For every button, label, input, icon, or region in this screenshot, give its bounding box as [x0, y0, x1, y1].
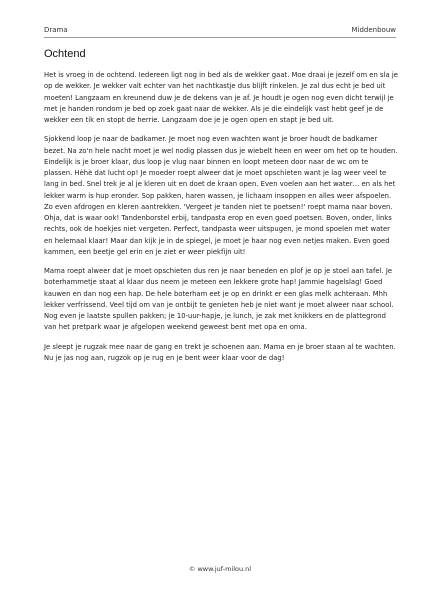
page-header — [44, 26, 396, 36]
header-level: Middenbouw — [351, 26, 396, 34]
story-text — [44, 70, 398, 372]
page-title: Ochtend — [44, 48, 86, 60]
header-subject: Drama — [44, 26, 68, 34]
paragraph: Mama roept alweer dat je moet opschieten dus ren je naar beneden en plof je op je stoel aan tafel. Je boterhammetje staat al klaar dus neem je meteen een lekkere grote hap! Jammie hagelslag! Goed kauwen en dan nog een hap. De hele boterham eet je op en drinkt er een glas melk achteraan. Mhh lekker verfrissend. Veel tijd om van je ontbijt te genieten heb je niet want je moet alweer naar school. Nog even je laatste spullen pakken; je 10-uur-hapje, je lunch, je zak met knikkers en de plattegrond van het pretpark waar je afgelopen weekend geweest bent met opa en oma. — [44, 267, 394, 332]
paragraph: Het is vroeg in de ochtend. Iedereen ligt nog in bed als de wekker gaat. Moe draai je jezelf om en sla je op de wekker. Je wekker valt echter van het nachtkastje dus blijft rinkelen. Je zal dus echt je bed uit moeten! Langzaam en kreunend duw je de dekens van je af. Je houdt je ogen nog even dicht terwijl je met je handen rondom je bed op zoek gaat naar de wekker. Als je die eindelijk vast hebt geef je de wekker een tik en stopt de herrie. Langzaam doe je je ogen open en stapt je bed uit. — [44, 71, 398, 124]
paragraph: Je sleept je rugzak mee naar de gang en trekt je schoenen aan. Mama en je broer staan al te wachten. Nu je jas nog aan, rugzok op je rug en je bent weer klaar voor de dag! — [44, 342, 396, 362]
paragraph: Sjokkend loop je naar de badkamer. Je moet nog even wachten want je broer houdt de badkamer bezet. Na zo'n hele nacht moet je wel nodig plassen dus je wiebelt heen en weer om het op te houden. Eindelijk is je broer klaar, dus loop je vlug naar binnen en loopt meteen door naar de wc om te plassen. Hèhè dat lucht op! Je moeder roept alweer dat je moet opschieten want je lag weer veel te lang in bed. Snel trek je al je kleren uit en doet de kraan open. Even voelen aan het water… en als het lekker warm is hup eronder. Sop pakken, haren wassen, je lichaam insoppen en alles weer afspoelen. Zo even afdrogen en kleren aantrekken. 'Vergeet je tanden niet te poetsen!' roept mama naar boven. Ohja, dat is waar ook! Tandenborstel erbij, tandpasta erop en even goed poetsen. Boven, onder, links rechts, ook de hoekjes niet vergeten. Perfect, tandpasta weer uitspugen, je mond spoelen met water en helemaal klaar! Maar dan kijk je in de spiegel, je moet je haar nog even netjes maken. Even goed kammen, een beetje gel erin en je ziet er weer piekfijn uit! — [44, 135, 398, 256]
header-divider — [44, 37, 396, 38]
page-footer: © www.juf-milou.nl — [188, 565, 252, 573]
